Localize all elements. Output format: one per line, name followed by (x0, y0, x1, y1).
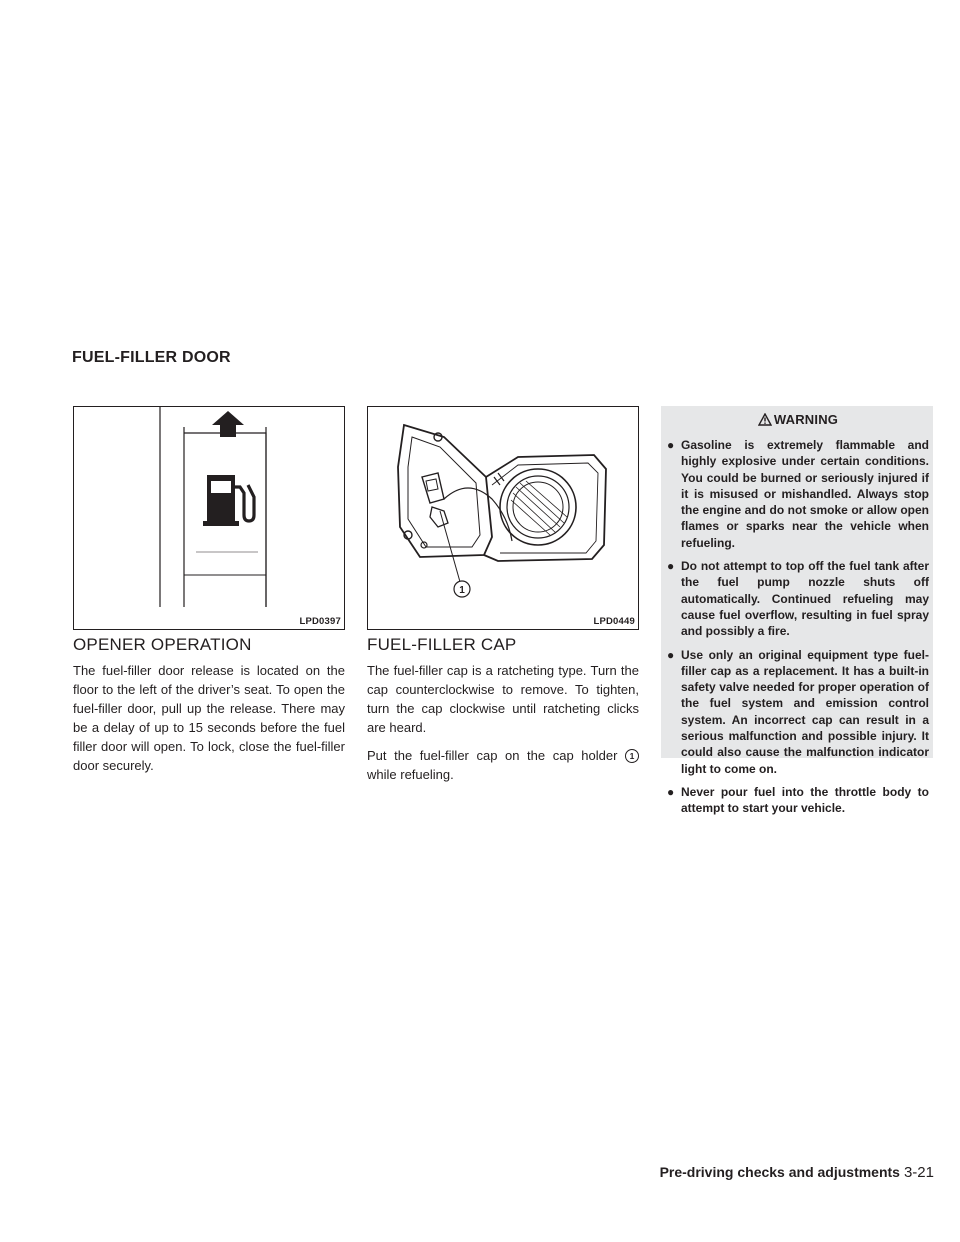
section-title: FUEL-FILLER DOOR (72, 349, 231, 366)
cap-paragraphs (367, 661, 639, 793)
page-footer (660, 1164, 934, 1181)
opener-heading: OPENER OPERATION (73, 635, 252, 654)
fuel-release-lever-illustration (74, 407, 345, 630)
warning-item (667, 558, 929, 639)
bullet-icon: ● (667, 784, 675, 799)
warning-item-text: Do not attempt to top off the fuel tank after the fuel pump nozzle shuts off automatically. Continued refueling may cause fuel overflow, resulting in fuel spray and possibly a fire. (681, 559, 929, 639)
callout-ref-icon: 1 (625, 749, 639, 763)
warning-item-text: Gasoline is extremely flammable and highly explosive under certain conditions. You could be burned or seriously injured if it is misused or mishandled. Always stop the engine and do not smoke or allow open flames or sparks near the vehicle when refueling. (681, 438, 929, 550)
warning-title-text: WARNING (773, 412, 839, 427)
warning-item (667, 437, 929, 551)
warning-item (667, 647, 929, 777)
cap-paragraph-2-text: Put the fuel-filler cap on the cap holder (367, 748, 625, 763)
figure-code: LPD0397 (299, 616, 341, 627)
opener-paragraph-text: The fuel-filler door release is located on the floor to the left of the driver’s seat. To open the fuel-filler door, pull up the release. There may be a delay of up to 15 seconds before the fuel filler door will open. To lock, close the fuel-filler door securely. (73, 663, 345, 773)
cap-paragraph-1: The fuel-filler cap is a ratcheting type. Turn the cap counterclockwise to remove. To tighten, turn the cap clockwise until ratcheting clicks are heard. (367, 663, 639, 735)
warning-title (667, 412, 929, 430)
figure-code: LPD0449 (593, 616, 635, 627)
cap-heading: FUEL-FILLER CAP (367, 635, 517, 654)
cap-paragraph-2 (367, 746, 639, 784)
figure-fuel-cap (367, 406, 639, 630)
cap-paragraph-2-end: while refueling. (367, 767, 454, 782)
warning-item (667, 784, 929, 817)
fuel-pump-icon (203, 475, 254, 526)
warning-box (661, 406, 933, 816)
warning-item-text: Never pour fuel into the throttle body to attempt to start your vehicle. (681, 784, 929, 816)
bullet-icon: ● (667, 438, 675, 452)
warning-triangle-icon (758, 413, 772, 426)
bullet-icon: ● (667, 559, 675, 574)
figure-opener-release (73, 406, 345, 630)
fuel-cap-illustration (368, 407, 639, 630)
callout-number: 1 (459, 585, 465, 596)
opener-paragraph (73, 661, 345, 784)
chapter-title: Pre-driving checks and adjustments (659, 1164, 900, 1180)
page-number: 3-21 (903, 1164, 934, 1181)
warning-list (667, 437, 929, 817)
warning-item-text: Use only an original equipment type fuel-filler cap as a replacement. It has a built-in safety valve needed for proper operation of the fuel system and emission control system. An incorrect cap can result in a serious malfunction and possible injury. It could also cause the malfunction indicator light to come on. (681, 647, 929, 776)
bullet-icon: ● (667, 647, 675, 662)
